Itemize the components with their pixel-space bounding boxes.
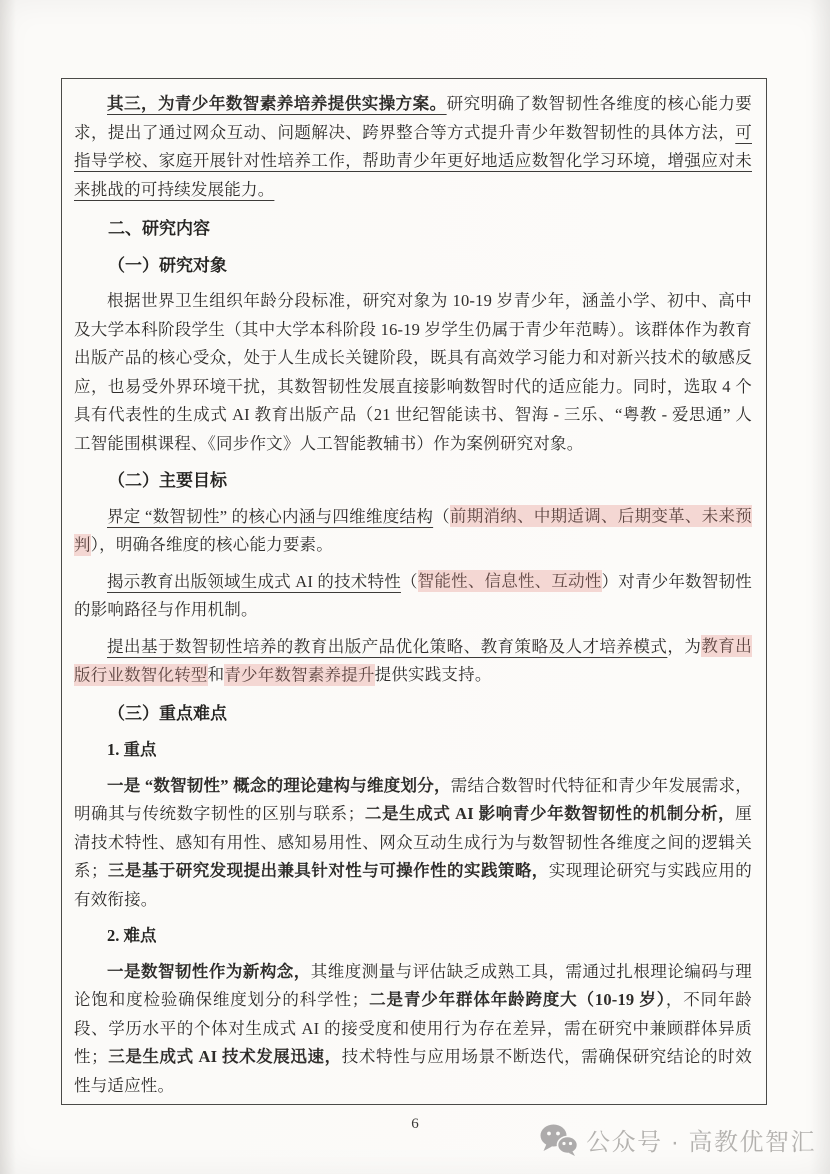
- difficulty-2-bold: 二是青少年群体年龄跨度大（10-19 岁）: [368, 990, 666, 1009]
- difficulty-3-text: 技术特性与应用场景不断迭代，需确保研究结论的时效性与适应性。: [74, 1047, 752, 1095]
- paragraph-research-object: 根据世界卫生组织年龄分段标准，研究对象为 10-19 岁青少年，涵盖小学、初中、高中及大学本科阶段学生（其中大学本科阶段 16-19 岁学生仍属于青少年范畴）。该群体作为教育出版产品的核心受众，处于人生成长关键阶段，既具有高效学习能力和对新兴技术的敏感反应，也易受外界环境干扰，其数智韧性发展直接影响数智时代的适应能力。同时，选取 4 个具有代表性的生成式 AI 教育出版产品（21 世纪智能读书、智海 - 三乐、“粤教 - 爱思通” 人工智能围棋课程、《同步作文》人工智能教辅书）作为案例研究对象。: [74, 291, 752, 453]
- wechat-icon: [539, 1123, 579, 1157]
- intro-body-text: 研究明确了数智韧性各维度的核心能力要求，提出了通过网众互动、问题解决、跨界整合等方式提升青少年数智韧性的具体方法，: [74, 94, 752, 142]
- intro-tail-underlined: 可指导学校、家庭开展针对性培养工作，帮助青少年更好地适应数智化学习环境，增强应对未来挑战的可持续发展能力。: [74, 122, 752, 199]
- goal-reveal-highlight-traits: 智能性、信息性、互动性: [417, 571, 602, 591]
- goal-define-open-paren: （: [433, 506, 450, 526]
- heading-key-points: 1. 重点: [107, 740, 157, 759]
- key-point-1-text: 需结合数智时代特征和青少年发展需求，明确其与传统数字韧性的区别与联系；: [74, 775, 752, 823]
- paragraph-goal-reveal: [74, 568, 752, 625]
- paragraph-intro: [74, 90, 752, 204]
- heading-research-object: （一）研究对象: [108, 255, 227, 275]
- goal-reveal-underlined: 揭示教育出版领域生成式 AI 的技术特性: [107, 571, 401, 591]
- heading-research-content: 二、研究内容: [108, 219, 210, 238]
- goal-reveal-open-paren: （: [400, 571, 418, 591]
- paragraph-key-points: [74, 772, 752, 915]
- goal-propose-mid: ，为: [667, 636, 702, 656]
- heading-difficulties: 2. 难点: [107, 926, 157, 945]
- goal-propose-highlight-transform: 教育出版行业数智化转型: [74, 636, 752, 684]
- key-point-2-text: 厘清技术特性、感知有用性、感知易用性、网众互动生成行为与数智韧性各维度之间的逻辑关系；: [74, 804, 752, 880]
- key-point-3-bold: 三是基于研究发现提出兼具针对性与可操作性的实践策略，: [107, 861, 549, 880]
- goal-define-tail: ，明确各维度的核心能力要素。: [99, 535, 333, 554]
- heading-key-difficulties: （三）重点难点: [108, 703, 227, 723]
- page-number: 6: [411, 1116, 419, 1132]
- watermark: [539, 1122, 816, 1157]
- goal-propose-highlight-literacy: 青少年数智素养提升: [224, 665, 375, 684]
- goal-propose-conjunction: 和: [207, 665, 225, 684]
- watermark-text: 公众号 · 高教优智汇: [586, 1129, 816, 1156]
- document-content-frame: [61, 78, 767, 1105]
- intro-lead-bold-underlined: 其三，为青少年数智素养培养提供实操方案。: [107, 94, 447, 113]
- difficulty-1-text: 其维度测量与评估缺乏成熟工具，需通过扎根理论编码与理论饱和度检验确保维度划分的科学性；: [74, 961, 753, 1009]
- paragraph-goal-define: [74, 503, 752, 560]
- goal-reveal-close-paren: ）: [601, 571, 619, 591]
- key-point-3-text: 实现理论研究与实践应用的有效衔接。: [74, 861, 752, 909]
- paragraph-goal-propose: [74, 633, 752, 690]
- goal-reveal-tail: 对青少年数智韧性的影响路径与作用机制。: [74, 571, 752, 619]
- difficulty-2-text: ，不同年龄段、学历水平的个体对生成式 AI 的接受度和使用行为存在差异，需在研究中兼顾群体异质性；: [74, 990, 753, 1066]
- heading-main-goals: （二）主要目标: [108, 471, 227, 490]
- goal-propose-tail: 提供实践支持。: [374, 665, 492, 684]
- difficulty-3-bold: 三是生成式 AI 技术发展迅速，: [107, 1047, 342, 1066]
- goal-define-close-paren: ）: [90, 535, 100, 554]
- key-point-1-bold: 一是 “数智韧性” 概念的理论建构与维度划分，: [107, 775, 451, 795]
- goal-propose-underlined: 提出基于数智韧性培养的教育出版产品优化策略、教育策略及人才培养模式: [107, 636, 668, 656]
- difficulty-1-bold: 一是数智韧性作为新构念，: [107, 961, 311, 981]
- key-point-2-bold: 二是生成式 AI 影响青少年数智韧性的机制分析，: [364, 804, 736, 823]
- goal-define-highlight-dimensions: 前期消纳、中期适调、后期变革、未来预判: [74, 506, 752, 554]
- paragraph-difficulties: [74, 958, 752, 1101]
- goal-define-underlined: 界定 “数智韧性” 的核心内涵与四维维度结构: [107, 506, 434, 526]
